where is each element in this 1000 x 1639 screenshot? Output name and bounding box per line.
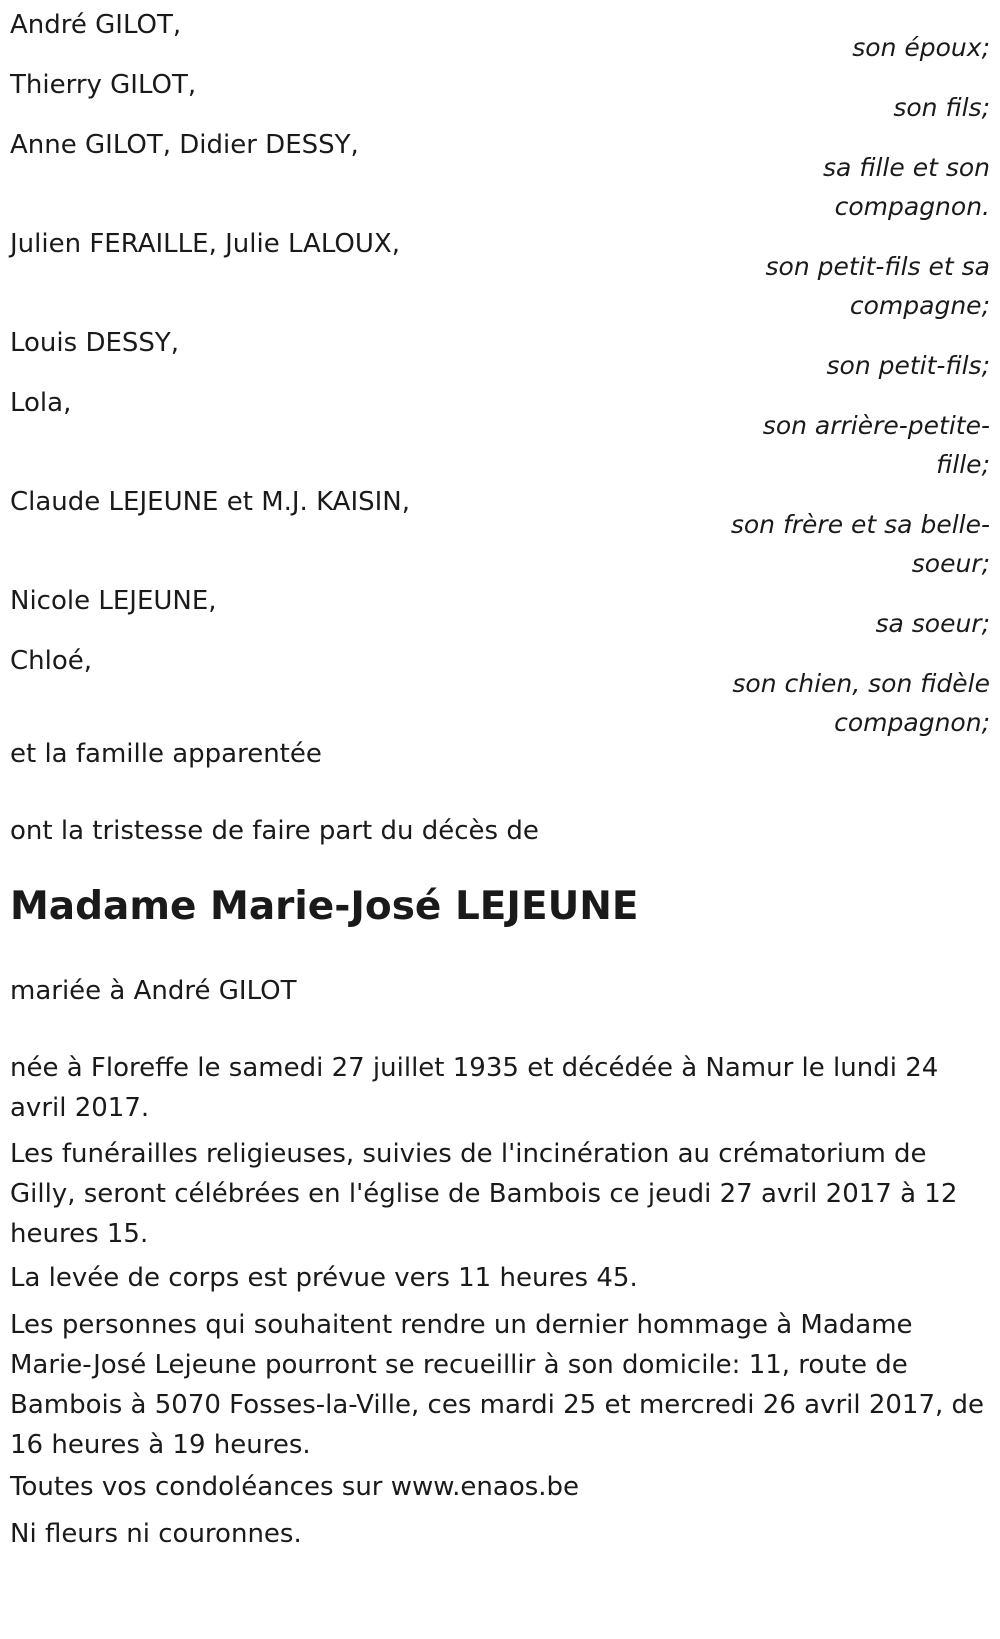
levee-paragraph: La levée de corps est prévue vers 11 heures 45. bbox=[10, 1263, 638, 1293]
family-member-name: Thierry GILOT, bbox=[10, 70, 197, 100]
family-member-relation: sa fille et son compagnon. bbox=[823, 153, 990, 221]
family-member-name: Claude LEJEUNE et M.J. KAISIN, bbox=[10, 487, 411, 517]
family-member-name: Lola, bbox=[10, 388, 72, 418]
family-member-relation: sa soeur; bbox=[875, 609, 990, 638]
family-member-name: Julien FERAILLE, Julie LALOUX, bbox=[10, 229, 400, 259]
family-member-name: Anne GILOT, Didier DESSY, bbox=[10, 130, 359, 160]
deceased-name: Madame Marie-José LEJEUNE bbox=[10, 884, 639, 929]
family-member-relation: son arrière-petite-fille; bbox=[762, 411, 990, 479]
family-member-relation: son petit-fils et sa compagne; bbox=[765, 252, 990, 320]
family-member-name: André GILOT, bbox=[10, 10, 182, 40]
family-member-relation: son époux; bbox=[852, 33, 990, 62]
married-to: mariée à André GILOT bbox=[10, 976, 297, 1006]
family-member-name: Nicole LEJEUNE, bbox=[10, 586, 217, 616]
condolences-paragraph: Toutes vos condoléances sur www.enaos.be bbox=[10, 1472, 580, 1502]
birth-death-paragraph: née à Floreffe le samedi 27 juillet 1935 et décédée à Namur le lundi 24 avril 2017. bbox=[10, 1053, 939, 1123]
family-member-name: Chloé, bbox=[10, 646, 93, 676]
family-member-name: Louis DESSY, bbox=[10, 328, 180, 358]
funeral-paragraph: Les funérailles religieuses, suivies de l'incinération au crématorium de Gilly, seront célébrées en l'église de Bambois ce jeudi 27 avril 2017 à 12 heures 15. bbox=[10, 1139, 958, 1249]
family-member-relation: son chien, son fidèle compagnon; bbox=[732, 669, 990, 737]
family-extended: et la famille apparentée bbox=[10, 739, 322, 769]
family-member-relation: son fils; bbox=[893, 93, 990, 122]
family-member-relation: son frère et sa belle-soeur; bbox=[730, 510, 990, 578]
announcement: ont la tristesse de faire part du décès de bbox=[10, 816, 539, 846]
family-member-relation: son petit-fils; bbox=[826, 351, 990, 380]
flowers-paragraph: Ni fleurs ni couronnes. bbox=[10, 1519, 302, 1549]
visitation-paragraph: Les personnes qui souhaitent rendre un dernier hommage à Madame Marie-José Lejeune pourront se recueillir à son domicile: 11, route de Bambois à 5070 Fosses-la-Ville, ces mardi 25 et mercredi 26 avril 2017, de 16 heures à 19 heures. bbox=[10, 1310, 985, 1460]
